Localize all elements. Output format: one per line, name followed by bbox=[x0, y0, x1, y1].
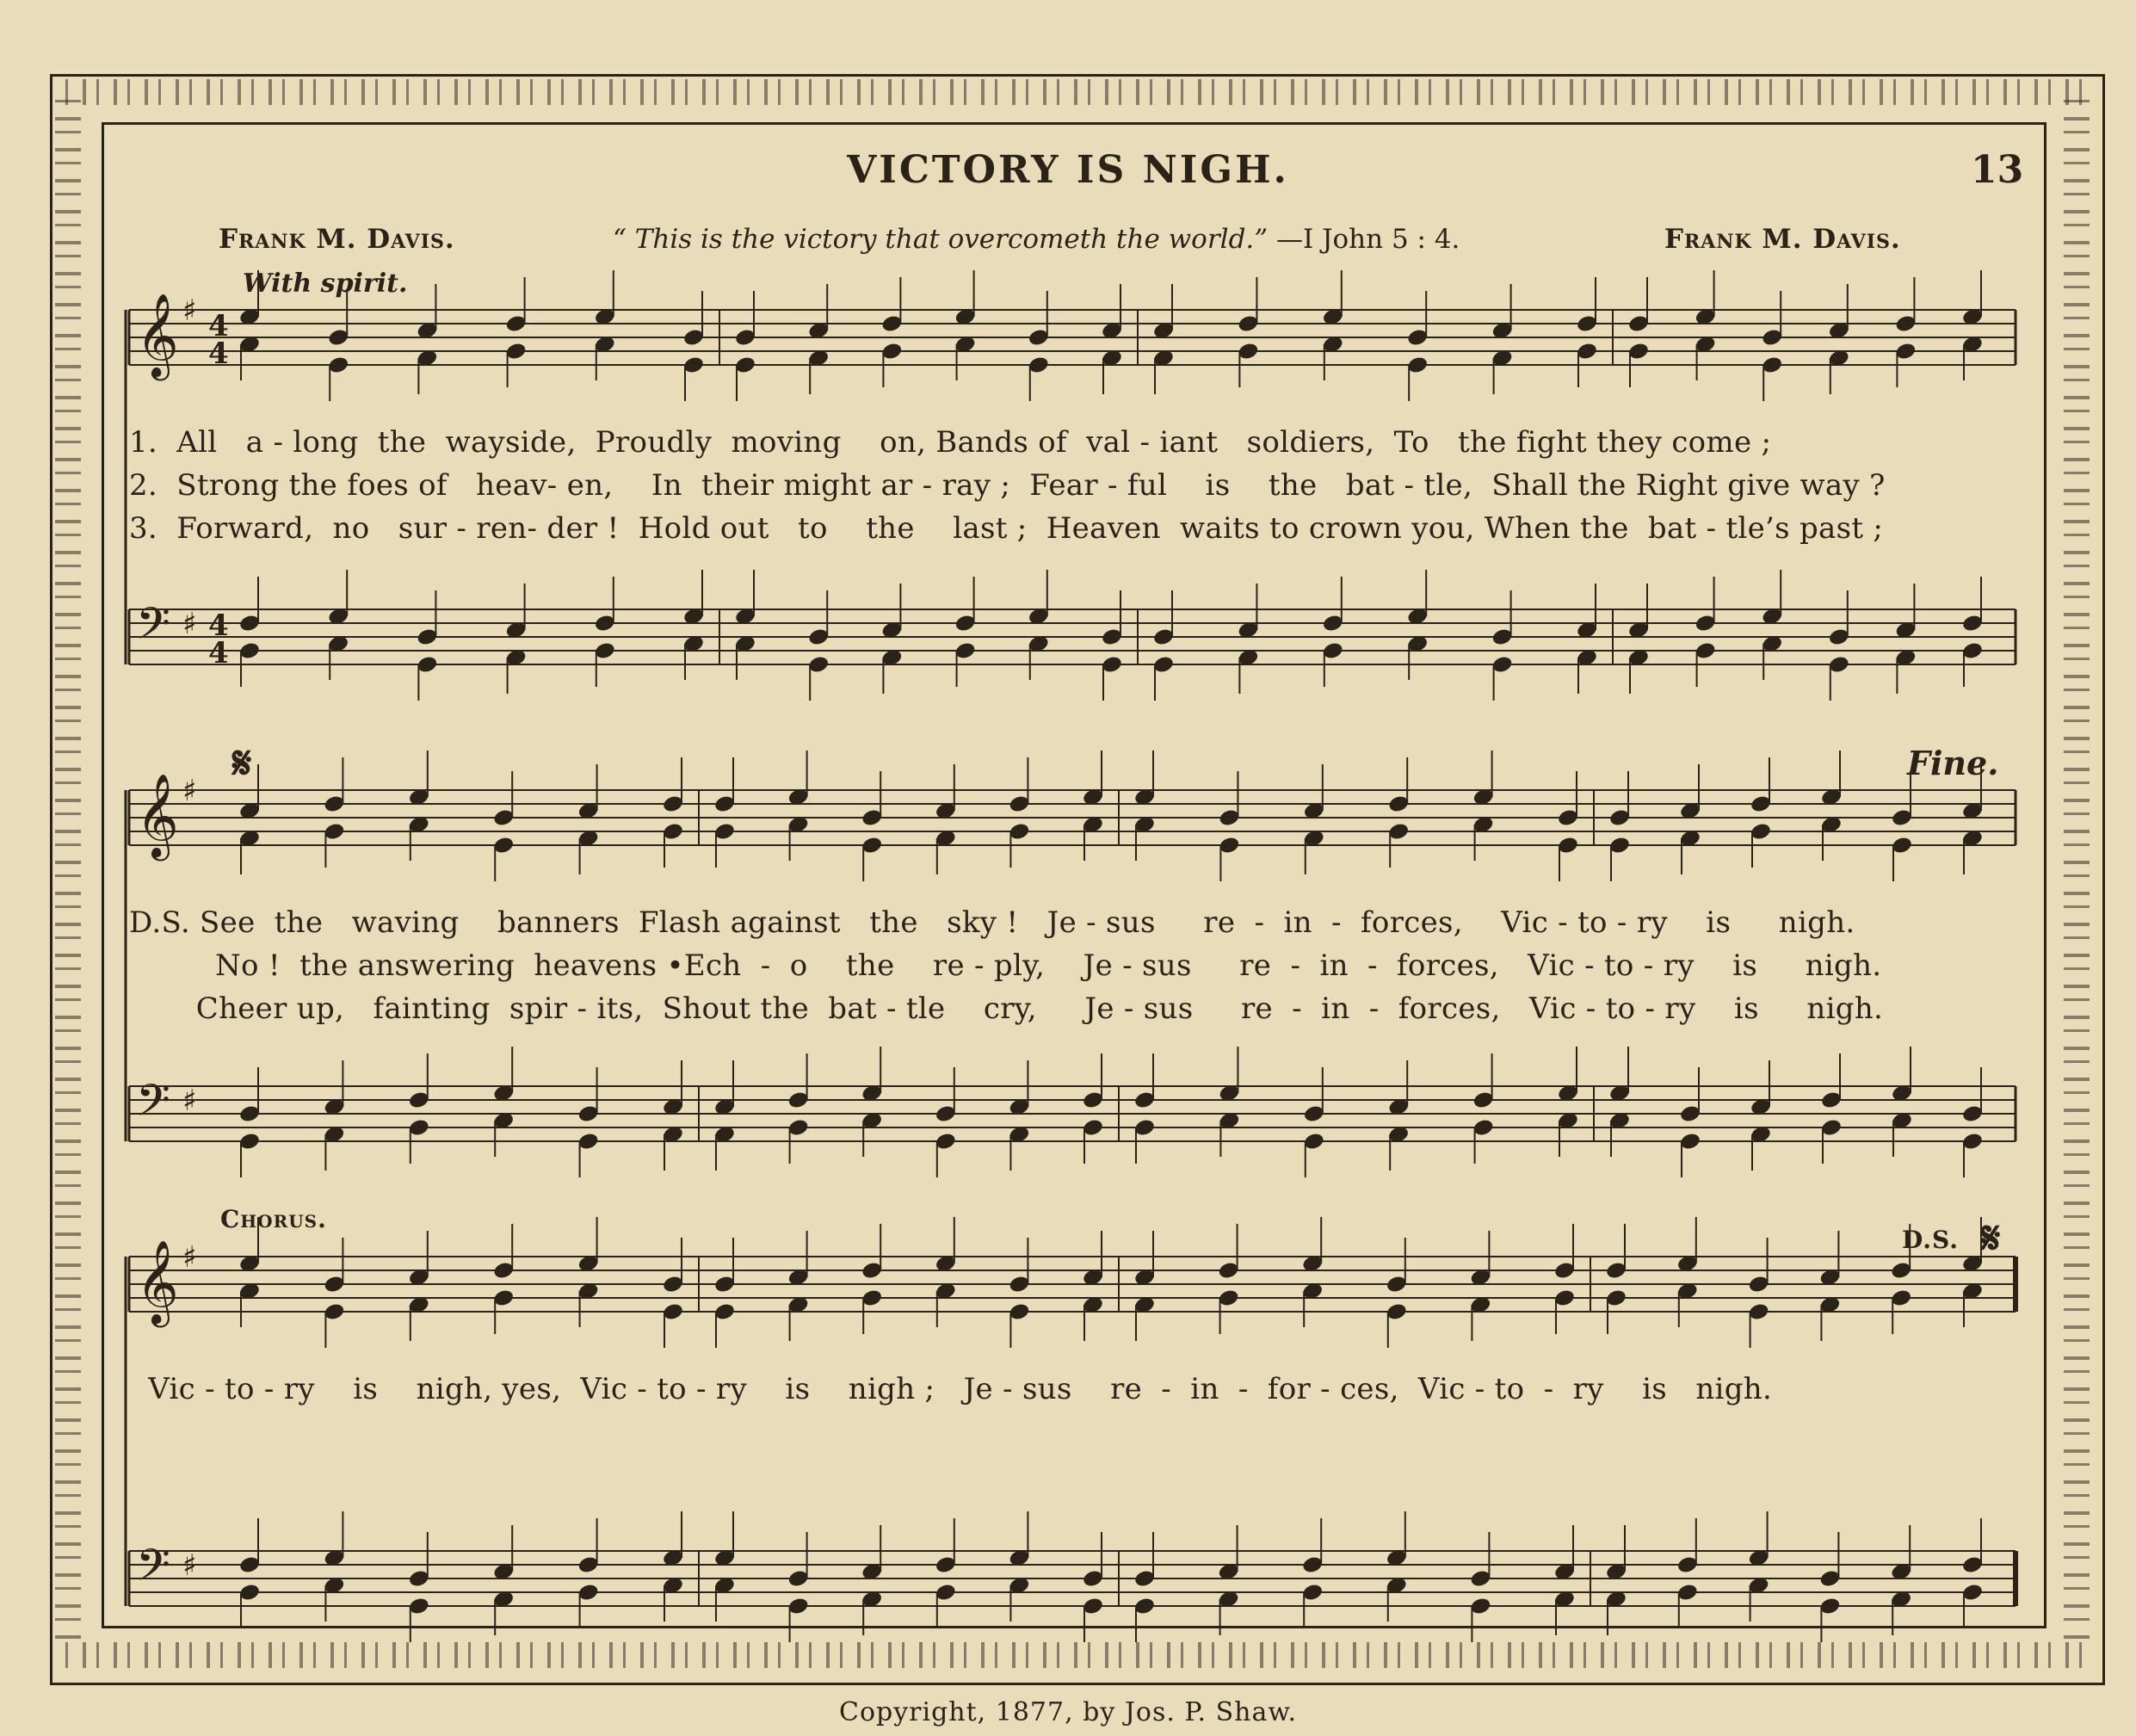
lyric-s2-verse1: D.S. See the waving banners Flash against the sky ! Je - sus re - in - forces, Vic - to - ry is nigh. bbox=[129, 905, 1855, 940]
key-signature-sharp: ♯ bbox=[182, 774, 197, 808]
key-signature-sharp: ♯ bbox=[182, 1240, 197, 1275]
bass-clef: 𝄢 bbox=[136, 1074, 170, 1137]
lyric-s2-verse3: Cheer up, fainting spir - its, Shout the bat - tle cry, Je - sus re - in - forces, Vic - to - ry is nigh. bbox=[129, 992, 1884, 1026]
lyric-s1-verse2: 2. Strong the foes of heav- en, In their might ar - ray ; Fear - ful is the bat - tle, Shall the Right give way ? bbox=[129, 468, 1886, 503]
copyright-notice: Copyright, 1877, by Jos. P. Shaw. bbox=[838, 1697, 1297, 1727]
time-signature-bottom: 4 bbox=[208, 337, 229, 371]
fine-marking: Fine. bbox=[1907, 744, 1999, 782]
lyric-chorus: Vic - to - ry is nigh, yes, Vic - to - ry is nigh ; Je - sus re - in - for - ces, Vic - to - ry is nigh. bbox=[129, 1372, 1773, 1406]
key-signature-sharp: ♯ bbox=[182, 1548, 197, 1583]
time-signature-top: 4 bbox=[208, 309, 229, 343]
epigraph-quote: “ This is the victory that overcometh the world.” bbox=[613, 224, 1269, 255]
tempo-marking: With spirit. bbox=[243, 269, 408, 299]
treble-clef: 𝄞 bbox=[136, 1239, 179, 1324]
bass-clef: 𝄢 bbox=[136, 1539, 170, 1602]
lyric-s1-verse1: 1. All a - long the wayside, Proudly moving on, Bands of val - iant soldiers, To the fight they come ; bbox=[129, 425, 1772, 460]
bass-clef: 𝄢 bbox=[136, 597, 170, 660]
segno-sign: 𝄋 bbox=[232, 737, 252, 789]
words-author: Frank M. Davis. bbox=[219, 224, 455, 255]
hymn-title: VICTORY IS NIGH. bbox=[847, 148, 1289, 192]
music-author: Frank M. Davis. bbox=[1664, 224, 1901, 255]
key-signature-sharp: ♯ bbox=[182, 607, 197, 641]
page-number: 13 bbox=[1971, 148, 2024, 192]
segno-sign-ds: 𝄋 bbox=[1981, 1212, 2001, 1264]
time-signature-bottom: 4 bbox=[208, 636, 229, 670]
time-signature-top: 4 bbox=[208, 609, 229, 643]
lyric-s2-verse2: No ! the answering heavens •Ech - o the re - ply, Je - sus re - in - forces, Vic - to - ry is nigh. bbox=[129, 948, 1882, 983]
chorus-label: Chorus. bbox=[220, 1205, 327, 1233]
treble-clef: 𝄞 bbox=[136, 773, 179, 857]
epigraph-reference: —I John 5 : 4. bbox=[1275, 224, 1460, 255]
treble-clef: 𝄞 bbox=[136, 293, 179, 377]
key-signature-sharp: ♯ bbox=[182, 1084, 197, 1118]
ds-marking: D.S. bbox=[1902, 1226, 1960, 1254]
key-signature-sharp: ♯ bbox=[182, 293, 197, 328]
lyric-s1-verse3: 3. Forward, no sur - ren- der ! Hold out to the last ; Heaven waits to crown you, When the bat - tle’s past ; bbox=[129, 511, 1884, 546]
